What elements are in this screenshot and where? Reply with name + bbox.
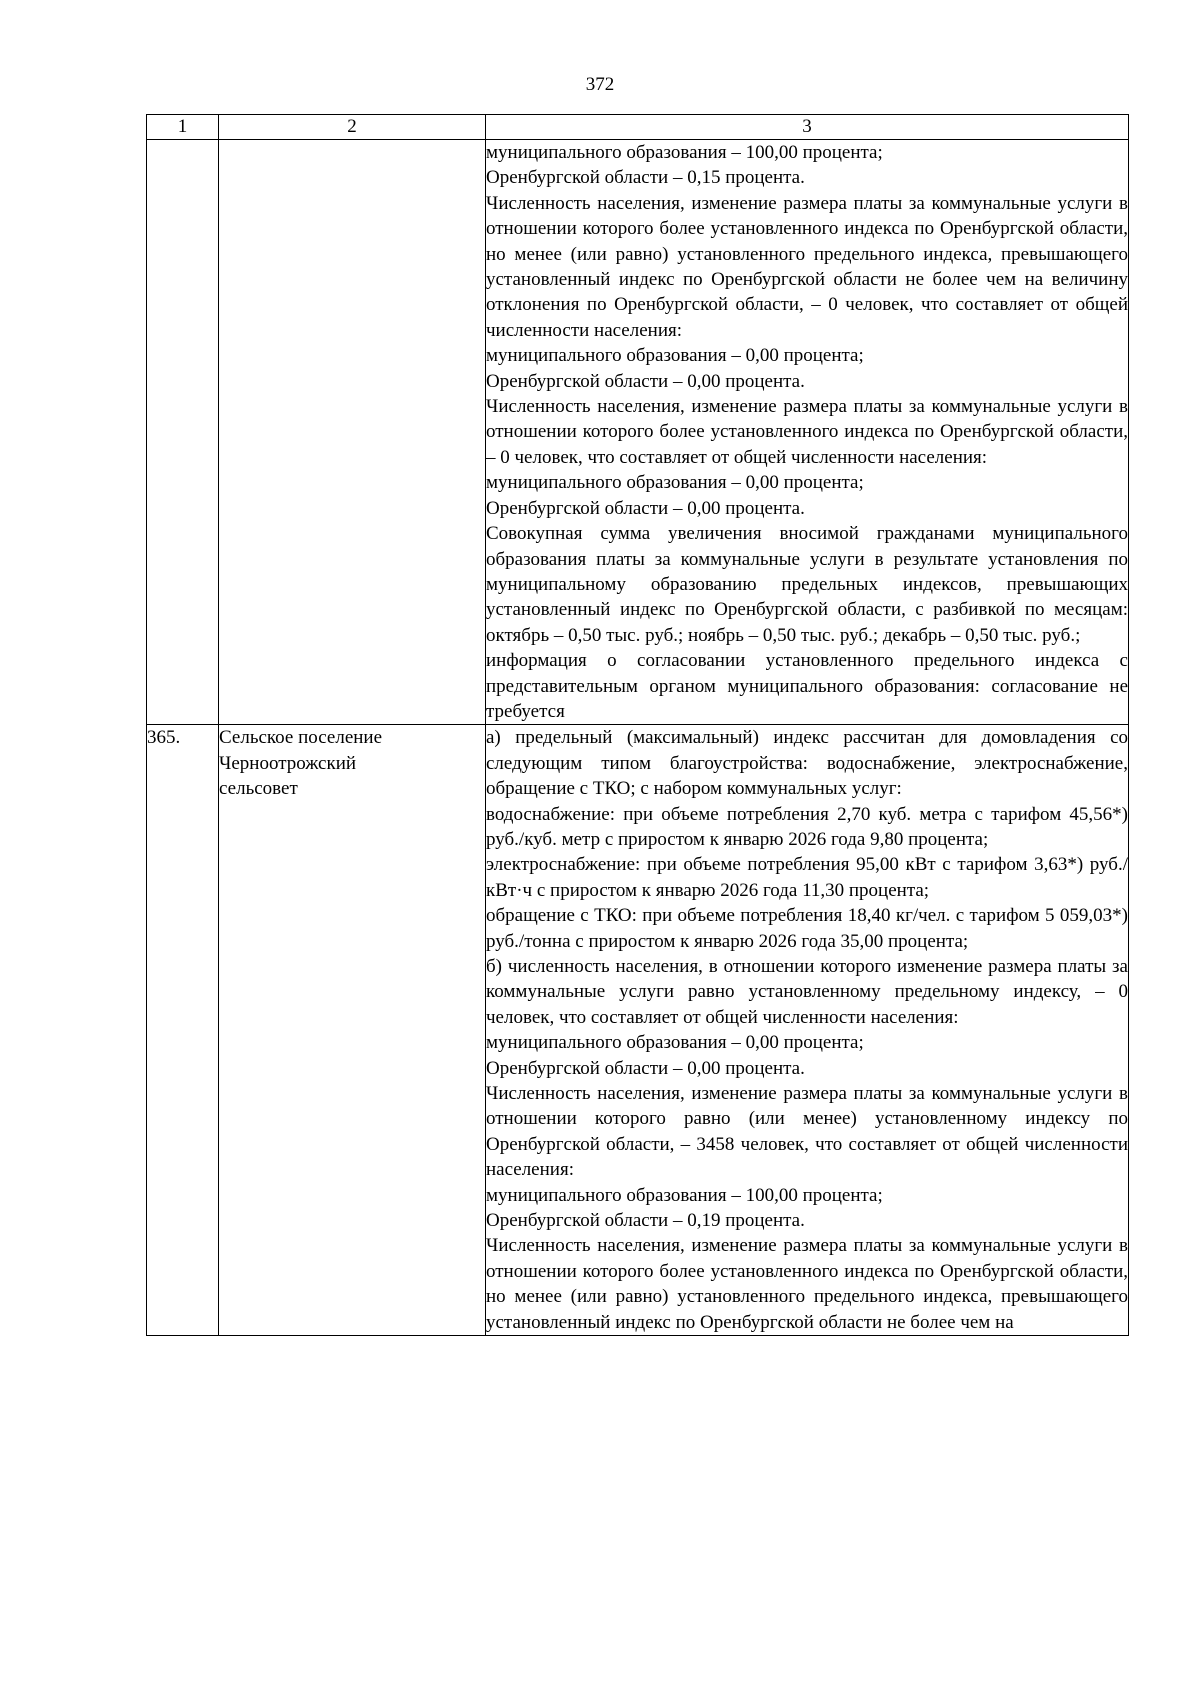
description-paragraph: Оренбургской области – 0,19 процента. — [486, 1210, 805, 1232]
row-number: 365. — [147, 725, 219, 1336]
description-paragraph: Оренбургской области – 0,15 процента. — [486, 167, 805, 189]
description-paragraph: муниципального образования – 0,00 процента; — [486, 1032, 864, 1054]
municipality-name-line: Черноотрожский — [219, 752, 357, 774]
description-paragraph: Численность населения, изменение размера платы за коммунальные услуги в отношении которого более установленного индекса по Оренбургской области, но менее (или равно) установленного предельного индекса, превышающего установленный индекс по Оренбургской области не более чем на — [486, 1235, 1128, 1333]
description-paragraph: б) численность населения, в отношении которого изменение размера платы за коммунальные услуги равно установленному предельному индексу, – 0 человек, что составляет от общей численности населения: — [486, 956, 1128, 1028]
description-paragraph: Численность населения, изменение размера платы за коммунальные услуги в отношении которого более установленного индекса по Оренбургской области, но менее (или равно) установленного предельного индекса, превышающего установленный индекс по Оренбургской области не более чем на величину отклонения по Оренбургской области, – 0 человек, что составляет от общей численности населения: — [486, 192, 1128, 341]
column-header-1: 1 — [147, 115, 219, 140]
page-number: 372 — [585, 74, 615, 95]
description-cell — [486, 725, 1129, 1336]
table-row — [147, 140, 1129, 725]
description-paragraph: водоснабжение: при объеме потребления 2,70 куб. метра с тарифом 45,56*) руб./куб. метр с приростом к январю 2026 года 9,80 процента; — [486, 803, 1128, 850]
description-paragraph: муниципального образования – 0,00 процента; — [486, 345, 864, 367]
description-paragraph: муниципального образования – 100,00 процента; — [486, 142, 883, 163]
description-paragraph: информация о согласовании установленного предельного индекса с представительным органом муниципального образования: согласование не требуется — [486, 650, 1128, 722]
description-cell — [486, 140, 1129, 725]
description-paragraph: обращение с ТКО: при объеме потребления 18,40 кг/чел. с тарифом 5 059,03*) руб./тонна с приростом к январю 2026 года 35,00 процента; — [486, 905, 1128, 952]
document-table — [146, 114, 1129, 1336]
description-paragraph: муниципального образования – 100,00 процента; — [486, 1184, 883, 1206]
description-paragraph: а) предельный (максимальный) индекс рассчитан для домовладения со следующим типом благоустройства: водоснабжение, электроснабжение, обращение с ТКО; с набором коммунальных услуг: — [486, 727, 1128, 800]
description-paragraph: Численность населения, изменение размера платы за коммунальные услуги в отношении которого равно (или менее) установленному индексу по Оренбургской области, – 3458 человек, что составляет от общей численности населения: — [486, 1083, 1128, 1181]
municipality-name — [219, 725, 486, 1336]
municipality-name-line: сельсовет — [219, 778, 298, 800]
description-paragraph: Численность населения, изменение размера платы за коммунальные услуги в отношении которого более установленного индекса по Оренбургской области, – 0 человек, что составляет от общей численности населения: — [486, 396, 1128, 468]
row-number — [147, 140, 219, 725]
column-header-3: 3 — [486, 115, 1129, 140]
municipality-name-line: Сельское поселение — [219, 727, 383, 749]
table-row — [147, 725, 1129, 1336]
municipality-name — [219, 140, 486, 725]
column-header-2: 2 — [219, 115, 486, 140]
description-paragraph: Совокупная сумма увеличения вносимой гражданами муниципального образования платы за коммунальные услуги в результате установления по муниципальному образованию предельных индексов, превышающих установленный индекс по Оренбургской области, с разбивкой по месяцам: октябрь – 0,50 тыс. руб.; ноябрь – 0,50 тыс. руб.; декабрь – 0,50 тыс. руб.; — [486, 523, 1128, 646]
description-paragraph: электроснабжение: при объеме потребления 95,00 кВт с тарифом 3,63*) руб./кВт·ч с приростом к январю 2026 года 11,30 процента; — [486, 854, 1128, 901]
table-header-row — [147, 115, 1129, 140]
description-paragraph: Оренбургской области – 0,00 процента. — [486, 370, 805, 392]
description-paragraph: Оренбургской области – 0,00 процента. — [486, 1057, 805, 1079]
description-paragraph: муниципального образования – 0,00 процента; — [486, 472, 864, 494]
description-paragraph: Оренбургской области – 0,00 процента. — [486, 497, 805, 519]
